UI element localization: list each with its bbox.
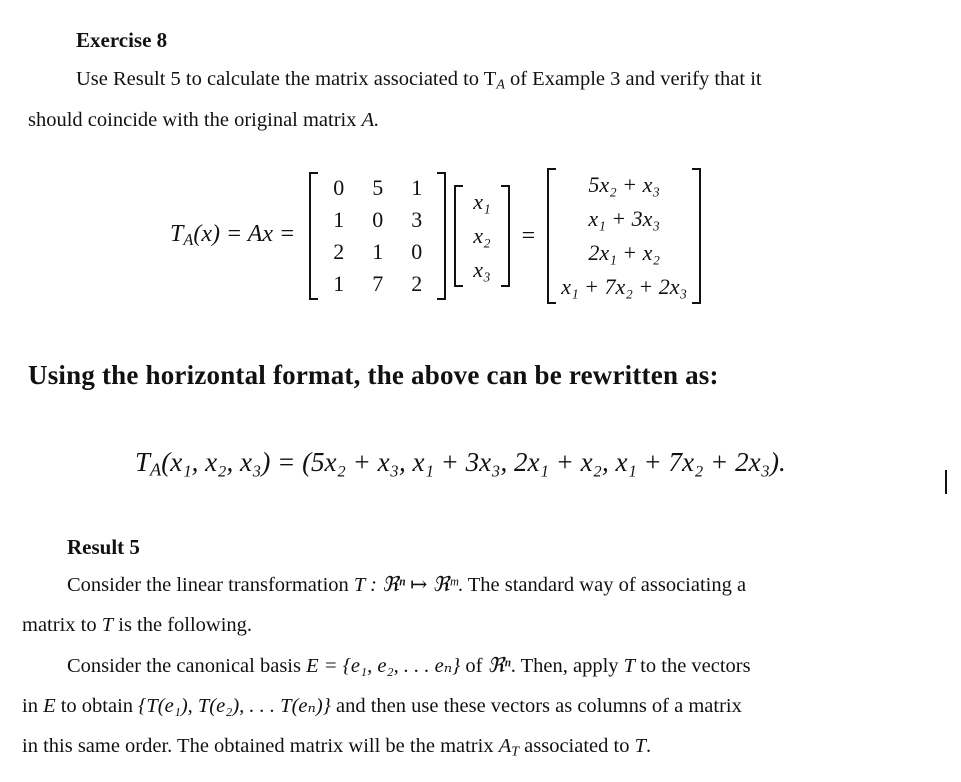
matrix-a-cell: 1 — [333, 271, 345, 296]
equals-sign: = — [521, 222, 536, 249]
matrix-a-cell: 1 — [411, 175, 423, 200]
exercise-title: Exercise 8 — [76, 28, 168, 52]
matrix-a-cell: 0 — [372, 207, 384, 232]
result-line3: Consider the canonical basis E = {e₁, e₂, . . . eₙ} of ℜⁿ. Then, apply T to the vectors — [67, 655, 751, 677]
matrix-a-cell: 0 — [411, 239, 423, 264]
result-vector-entry: 5x₂ + x₃ — [588, 172, 660, 197]
matrix-a-cell: 1 — [372, 239, 384, 264]
matrix-a-cell: 0 — [333, 175, 345, 200]
vector-x — [454, 185, 509, 287]
matrix-a-cell: 3 — [411, 207, 423, 232]
matrix-equation — [170, 166, 701, 306]
result-line5: in this same order. The obtained matrix will be the matrix $A_T$ associated to T. — [22, 735, 652, 760]
result-vector — [547, 168, 701, 304]
horizontal-formula: $T_A(x_1$, x₂, x₃) = (5x₂ + x₃, x₁ + 3x₃, 2x₁ + x₂, x₁ + 7x₂ + 2x₃). — [135, 447, 786, 480]
matrix-a-cell: 2 — [411, 271, 423, 296]
matrix-a-cell: 7 — [372, 271, 384, 296]
matrix-a-row — [319, 204, 436, 236]
matrix-a — [309, 172, 446, 300]
matrix-a-row — [319, 172, 436, 204]
result-vector-entry: x₁ + 7x₂ + 2x₃ — [561, 274, 688, 299]
matrix-a-row — [319, 268, 436, 300]
text-cursor — [945, 470, 947, 494]
matrix-a-cell: 1 — [333, 207, 345, 232]
matrix-a-cell: 5 — [372, 175, 384, 200]
result-line2: matrix to T is the following. — [22, 614, 253, 636]
horizontal-heading: Using the horizontal format, the above can be rewritten as: — [28, 360, 719, 390]
result-vector-entry: 2x₁ + x₂ — [588, 240, 660, 265]
vector-x-entry: x₁ — [473, 189, 491, 214]
equation-lhs: $T_A(x) = Ax$ = — [170, 221, 296, 250]
exercise-text-line2: should coincide with the original matrix A. — [28, 109, 380, 131]
exercise-text-line1: Use Result 5 to calculate the matrix associated to $T_A$ of Example 3 and verify that it — [76, 68, 762, 93]
vector-x-entry: x₂ — [473, 223, 491, 248]
matrix-a-cell: 2 — [333, 239, 345, 264]
matrix-a-row — [319, 236, 436, 268]
result-title: Result 5 — [67, 535, 140, 559]
result-line1: Consider the linear transformation T : ℜⁿ ↦ ℜᵐ. The standard way of associating a — [67, 574, 747, 596]
result-vector-entry: x₁ + 3x₃ — [588, 206, 660, 231]
result-line4: in E to obtain {T(e₁), T(e₂), . . . T(eₙ)} and then use these vectors as columns of a matrix — [22, 695, 742, 717]
vector-x-entry: x₃ — [473, 257, 491, 282]
